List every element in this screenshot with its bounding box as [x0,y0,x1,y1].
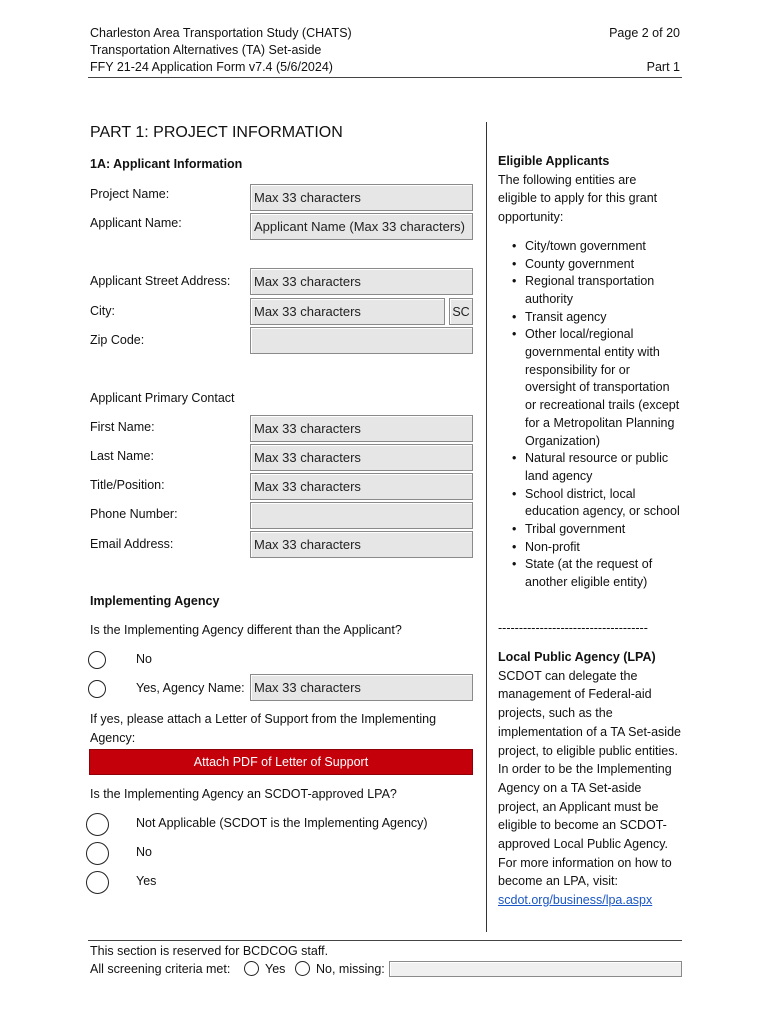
lpa-yes-radio[interactable] [86,871,109,894]
missing-criteria-field[interactable] [389,961,682,977]
first-name-label: First Name: [90,420,155,434]
applicant-name-label: Applicant Name: [90,216,182,230]
attach-letter-button[interactable]: Attach PDF of Letter of Support [89,749,473,775]
header-form-version: FFY 21-24 Application Form v7.4 (5/6/2024) [90,60,333,74]
lpa-yes-label: Yes [136,874,157,888]
lpa-question: Is the Implementing Agency an SCDOT-approved LPA? [90,787,397,801]
list-item: • State (at the request of another eligible entity) [512,557,653,590]
eligible-applicants-panel [498,152,688,592]
email-address-field[interactable]: Max 33 characters [250,531,473,558]
agency-different-no-label: No [136,652,152,666]
list-item: • City/town government [512,238,646,253]
footer-rule [88,940,682,941]
project-name-label: Project Name: [90,187,170,201]
primary-contact-heading: Applicant Primary Contact [90,391,235,405]
criteria-yes-radio[interactable] [244,961,259,976]
last-name-field[interactable]: Max 33 characters [250,444,473,471]
header-program-title: Transportation Alternatives (TA) Set-aside [90,43,322,57]
agency-name-field[interactable]: Max 33 characters [250,674,473,701]
header-page-number: Page 2 of 20 [609,26,680,40]
state-field[interactable]: SC [449,298,473,325]
section-heading-applicant: 1A: Applicant Information [90,157,243,171]
implementing-agency-heading: Implementing Agency [90,594,220,608]
lpa-description: SCDOT can delegate the management of Federal-aid projects, such as the implementation of a TA Set-aside project, to eligible public entities. In order to be the Implementing Agency on a TA Set-aside project, an Applicant must be eligible to become an SCDOT-approved Local Public Agency. For more information on how to become an LPA, visit: [498,668,681,889]
header-rule [88,77,682,78]
eligible-applicants-list [498,238,683,592]
list-item: • Transit agency [512,309,607,324]
street-address-field[interactable]: Max 33 characters [250,268,473,295]
lpa-link[interactable]: scdot.org/business/lpa.aspx [498,893,653,908]
eligible-applicants-intro: The following entities are eligible to apply for this grant opportunity: [498,172,658,225]
phone-number-label: Phone Number: [90,507,178,521]
agency-different-no-radio[interactable] [88,651,106,669]
email-address-label: Email Address: [90,537,174,551]
list-item: • Regional transportation authority [512,274,655,306]
lpa-heading: Local Public Agency (LPA) [498,650,656,664]
page-title: PART 1: PROJECT INFORMATION [90,124,343,141]
list-item: • County government [512,256,635,271]
lpa-not-applicable-label: Not Applicable (SCDOT is the Implementing Agency) [136,816,428,830]
header-part: Part 1 [646,60,680,74]
zip-code-field[interactable] [250,327,473,354]
list-item: • Non-profit [512,539,580,554]
list-item: • Natural resource or public land agency [512,451,669,483]
city-field[interactable]: Max 33 characters [250,298,445,325]
zip-code-label: Zip Code: [90,333,145,347]
sidebar-divider: ------------------------------------ [498,621,648,635]
implementing-agency-question: Is the Implementing Agency different than the Applicant? [90,623,402,637]
lpa-no-radio[interactable] [86,842,109,865]
list-item: • Other local/regional governmental entity with responsibility for or oversight of transportation or recreational trails (except for a Metropolitan Planning Organization) [512,327,680,448]
lpa-info-panel [498,648,683,910]
column-divider [486,122,487,932]
project-name-field[interactable]: Max 33 characters [250,184,473,211]
eligible-applicants-heading: Eligible Applicants [498,154,610,168]
first-name-field[interactable]: Max 33 characters [250,415,473,442]
title-position-label: Title/Position: [90,478,165,492]
agency-different-yes-label: Yes, Agency Name: [136,681,245,695]
city-label: City: [90,304,115,318]
title-position-field[interactable]: Max 33 characters [250,473,473,500]
list-item: • School district, local education agency, or school [512,486,680,519]
criteria-no-radio[interactable] [295,961,310,976]
header-study-title: Charleston Area Transportation Study (CHATS) [90,26,352,40]
letter-of-support-note: If yes, please attach a Letter of Support from the Implementing Agency: [90,712,437,745]
footer-reserved-note: This section is reserved for BCDCOG staff. [90,944,329,958]
list-item: • Tribal government [512,522,626,537]
criteria-yes-label: Yes [265,962,286,976]
phone-number-field[interactable] [250,502,473,529]
agency-different-yes-radio[interactable] [88,680,106,698]
lpa-no-label: No [136,845,152,859]
criteria-no-label: No, missing: [316,962,385,976]
last-name-label: Last Name: [90,449,154,463]
screening-criteria-label: All screening criteria met: [90,962,231,976]
street-address-label: Applicant Street Address: [90,274,231,288]
applicant-name-field[interactable]: Applicant Name (Max 33 characters) [250,213,473,240]
lpa-not-applicable-radio[interactable] [86,813,109,836]
header-left [90,25,352,76]
